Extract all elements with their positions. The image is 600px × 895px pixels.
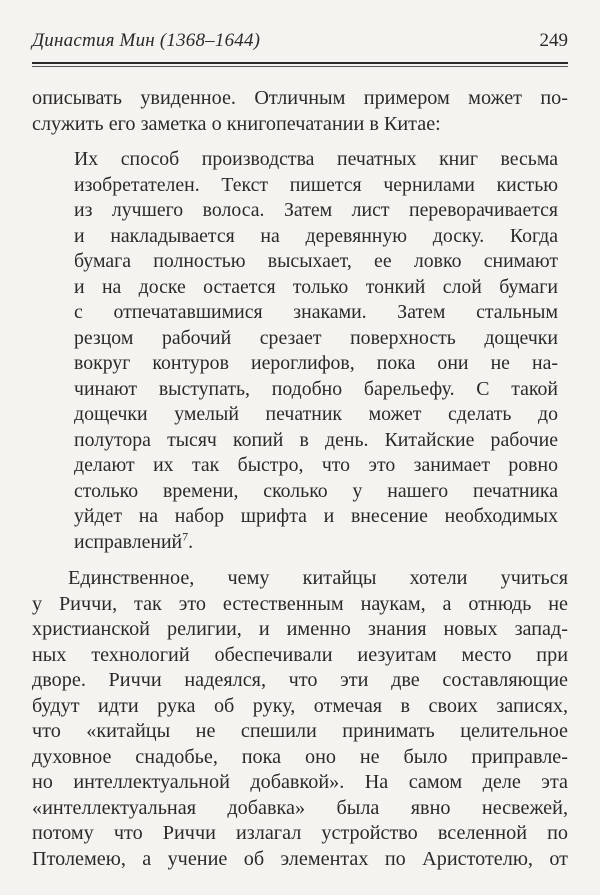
body-paragraph [32, 566, 568, 872]
text-line: Птолемею, а учение об элементах по Аристотелю, от [32, 847, 568, 870]
quote-line: и на доске остается только тонкий слой бумаги [74, 275, 558, 298]
header-rule-thin [32, 66, 568, 67]
quote-line: резцом рабочий срезает поверхность дощечки [74, 326, 558, 349]
text-line: описывать увиденное. Отличным примером может по- [32, 87, 568, 109]
header-rule-thick [32, 62, 568, 64]
quote-line: бумага полностью высыхает, ее ловко снимают [74, 250, 558, 272]
text-line: но интеллектуальной добавкой». На самом деле эта [32, 771, 568, 793]
text-line: ных технологий обеспечивали иезуитам место при [32, 643, 568, 666]
quote-line: чинают выступать, подобно барельефу. С такой [74, 377, 558, 400]
quote-last-line [74, 530, 558, 556]
quote-line: и накладывается на деревянную доску. Когда [74, 224, 558, 247]
text-line: духовное снадобье, пока оно не было приправле- [32, 745, 568, 768]
quote-line: исправлений [74, 530, 183, 553]
text-line: будут идти рука об руку, отмечая в своих записях, [32, 694, 568, 717]
text-line: служить его заметка о книгопечатании в Китае: [32, 112, 441, 135]
quote-line: из лучшего волоса. Затем лист переворачивается [74, 199, 558, 221]
quote-line: столько времени, сколько у нашего печатника [74, 479, 558, 502]
text-line: христианской религии, и именно знания новых запад- [32, 618, 568, 640]
quote-line: Их способ производства печатных книг весьма [74, 148, 558, 170]
quote-line: уйдет на набор шрифта и внесение необходимых [74, 505, 558, 527]
quote-line: изобретателен. Текст пишется чернилами кистью [74, 173, 558, 196]
intro-paragraph [32, 86, 568, 137]
text-line: дворе. Риччи надеялся, что эти две составляющие [32, 669, 568, 691]
block-quote [74, 147, 558, 555]
quote-line: полутора тысяч копий в день. Китайские рабочие [74, 428, 558, 451]
text-line: Единственное, чему китайцы хотели учиться [68, 567, 568, 589]
quote-line: делают их так быстро, что это занимает ровно [74, 454, 558, 476]
page-header [32, 30, 568, 56]
quote-line: вокруг контуров иероглифов, пока они не на- [74, 352, 558, 374]
text-line: что «китайцы не спешили принимать целительное [32, 720, 568, 742]
footnote-marker: 7 [182, 528, 189, 543]
quote-line: дощечки умелый печатник может сделать до [74, 403, 558, 425]
page-number: 249 [539, 30, 568, 51]
text-line: потому что Риччи излагал устройство вселенной по [32, 822, 568, 844]
footnote-tail: . [188, 530, 194, 553]
running-title: Династия Мин (1368–1644) [32, 30, 261, 51]
text-line: «интеллектуальная добавка» была явно несвежей, [32, 796, 568, 819]
quote-line: с отпечатавшимися знаками. Затем стальным [74, 301, 558, 323]
text-line: у Риччи, так это естественным наукам, а отнюдь не [32, 592, 568, 615]
